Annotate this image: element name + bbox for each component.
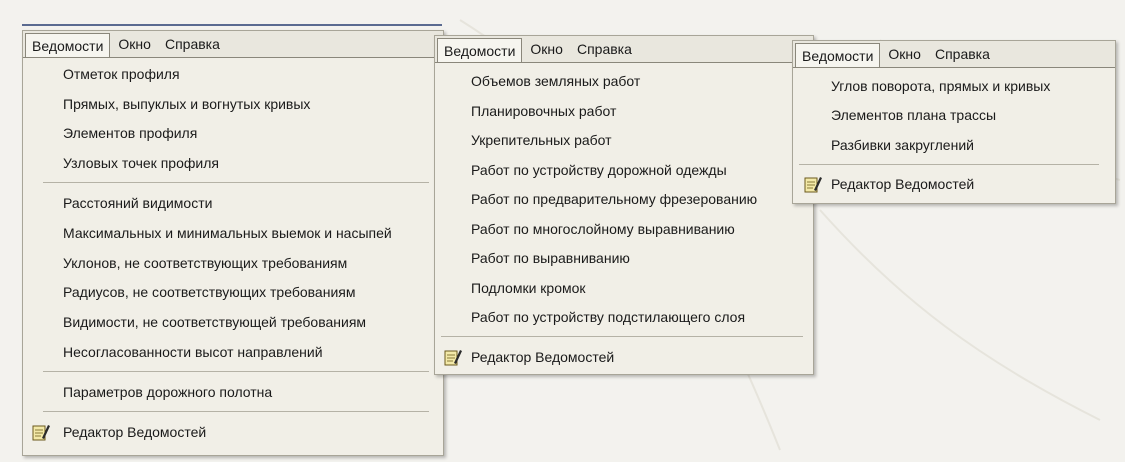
menu-item[interactable]: Расстояний видимости xyxy=(63,195,213,211)
menu-item[interactable]: Параметров дорожного полотна xyxy=(63,384,273,400)
menu-item[interactable]: Уклонов, не соответствующих требованиям xyxy=(63,255,348,271)
menu-separator xyxy=(441,336,803,337)
menu-item-editor[interactable]: Редактор Ведомостей xyxy=(63,424,207,440)
menubar-3 xyxy=(793,41,1115,67)
menu-item[interactable]: Работ по устройству подстилающего слоя xyxy=(471,309,746,325)
menubar-2 xyxy=(435,36,813,62)
window-title-line xyxy=(22,24,442,26)
menu-item[interactable]: Несогласованности высот направлений xyxy=(63,344,323,360)
menu-item[interactable]: Работ по многослойному выравниванию xyxy=(471,221,735,237)
menu-item[interactable]: Отметок профиля xyxy=(63,66,180,82)
menu-item[interactable]: Работ по предварительному фрезерованию xyxy=(471,191,758,207)
menu-item[interactable]: Углов поворота, прямых и кривых xyxy=(831,78,1051,94)
menu-separator xyxy=(43,411,429,412)
menu-panel-2 xyxy=(434,35,814,375)
menu-item[interactable]: Работ по устройству дорожной одежды xyxy=(471,162,727,178)
menubar-item-vedomosti[interactable]: Ведомости xyxy=(795,43,880,68)
menubar-item-spravka[interactable]: Справка xyxy=(934,46,990,62)
menu-item[interactable]: Разбивки закруглений xyxy=(831,137,974,153)
menubar-item-okno[interactable]: Окно xyxy=(118,36,151,52)
menu-item[interactable]: Видимости, не соответствующей требованиям xyxy=(63,314,367,330)
menu-item[interactable]: Планировочных работ xyxy=(471,103,617,119)
menu-item[interactable]: Прямых, выпуклых и вогнутых кривых xyxy=(63,96,311,112)
menu-item[interactable]: Элементов плана трассы xyxy=(831,107,997,123)
menu-item[interactable]: Элементов профиля xyxy=(63,125,198,141)
menu-panel-3 xyxy=(792,40,1116,204)
menu-item[interactable]: Максимальных и минимальных выемок и насыпей xyxy=(63,225,392,241)
menu-panel-1 xyxy=(22,30,444,456)
menu-item-editor[interactable]: Редактор Ведомостей xyxy=(831,176,975,192)
menubar-item-okno[interactable]: Окно xyxy=(888,46,921,62)
menubar-item-vedomosti[interactable]: Ведомости xyxy=(25,33,110,58)
menu-item[interactable]: Работ по выравниванию xyxy=(471,250,630,266)
menu-item[interactable]: Укрепительных работ xyxy=(471,132,612,148)
menubar-1 xyxy=(23,31,443,57)
menu-item[interactable]: Объемов земляных работ xyxy=(471,73,641,89)
menubar-item-vedomosti[interactable]: Ведомости xyxy=(437,38,522,63)
menubar-item-spravka[interactable]: Справка xyxy=(164,36,220,52)
menu-separator xyxy=(799,164,1099,165)
menu-item[interactable]: Подломки кромок xyxy=(471,280,586,296)
menubar-item-okno[interactable]: Окно xyxy=(530,41,563,57)
menu-separator xyxy=(43,182,429,183)
dropdown-menu-2 xyxy=(435,62,813,374)
dropdown-menu-1 xyxy=(23,57,443,455)
menu-item[interactable]: Радиусов, не соответствующих требованиям xyxy=(63,284,356,300)
menu-item-editor[interactable]: Редактор Ведомостей xyxy=(471,349,615,365)
menu-item[interactable]: Узловых точек профиля xyxy=(63,155,219,171)
menubar-item-spravka[interactable]: Справка xyxy=(576,41,632,57)
dropdown-menu-3 xyxy=(793,67,1115,203)
menu-separator xyxy=(43,371,429,372)
